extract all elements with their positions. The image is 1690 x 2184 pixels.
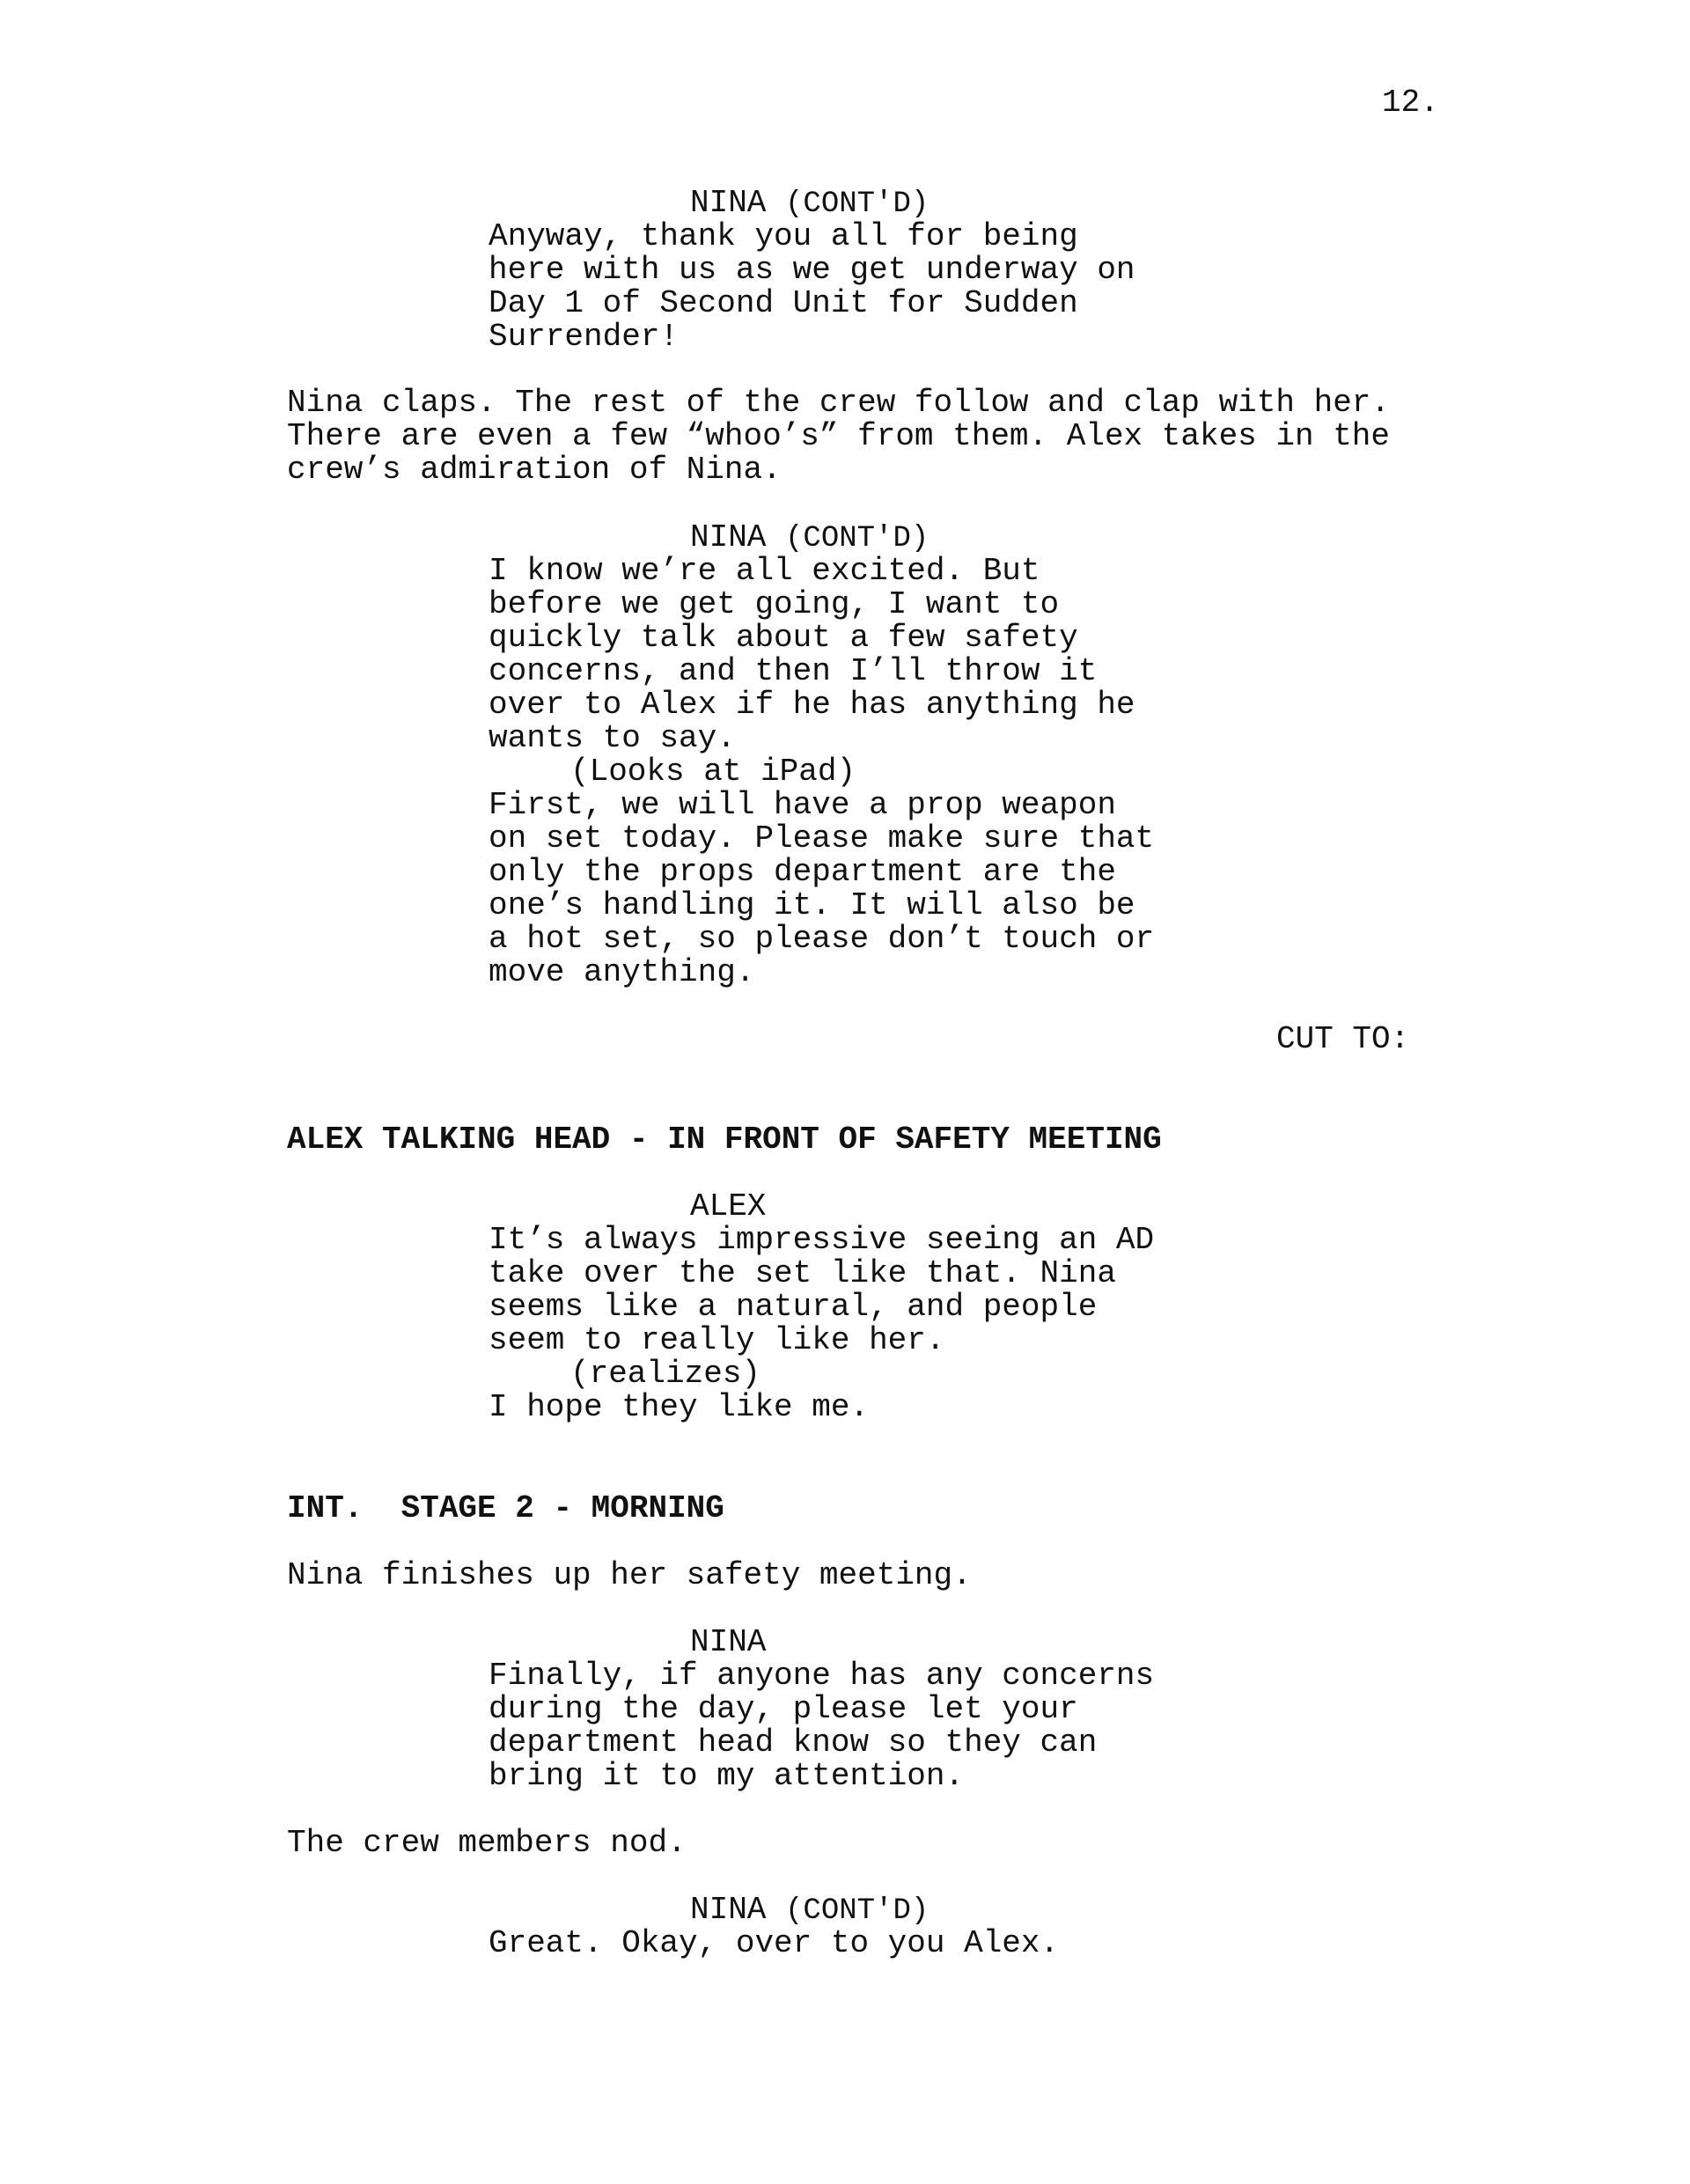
action-line: The crew members nod. — [287, 1825, 687, 1861]
action-line: crew’s admiration of Nina. — [287, 452, 782, 488]
dialogue-line: during the day, please let your — [489, 1691, 1078, 1727]
character-name-text: NINA — [690, 1892, 767, 1928]
character-extension: (CONT'D) — [785, 522, 930, 555]
dialogue-line: bring it to my attention. — [489, 1758, 965, 1794]
dialogue-line: department head know so they can — [489, 1724, 1098, 1761]
page-number: 12. — [1382, 85, 1439, 121]
dialogue-line: quickly talk about a few safety — [489, 620, 1078, 656]
parenthetical: (Looks at iPad) — [570, 754, 856, 790]
character-name — [690, 187, 929, 221]
dialogue-line: here with us as we get underway on — [489, 252, 1135, 288]
character-name-text: NINA — [690, 519, 767, 555]
dialogue-line: Anyway, thank you all for being — [489, 218, 1078, 254]
dialogue-line: take over the set like that. Nina — [489, 1255, 1116, 1291]
dialogue-line: Great. Okay, over to you Alex. — [489, 1925, 1060, 1961]
character-name-text: NINA — [690, 185, 767, 221]
dialogue-line: move anything. — [489, 954, 755, 990]
transition: CUT TO: — [1276, 1021, 1410, 1057]
character-name: NINA — [690, 1624, 767, 1660]
scene-heading: INT. STAGE 2 - MORNING — [287, 1490, 724, 1526]
dialogue-line: I know we’re all excited. But — [489, 553, 1040, 589]
action-line: Nina finishes up her safety meeting. — [287, 1557, 972, 1593]
character-extension: (CONT'D) — [785, 1894, 930, 1928]
dialogue-line: seem to really like her. — [489, 1322, 945, 1358]
dialogue-line: concerns, and then I’ll throw it — [489, 653, 1098, 689]
dialogue-line: one’s handling it. It will also be — [489, 887, 1135, 923]
dialogue-line: Surrender! — [489, 319, 680, 355]
dialogue-line: on set today. Please make sure that — [489, 820, 1155, 857]
action-line: There are even a few “whoo’s” from them. Alex takes in the — [287, 418, 1391, 454]
character-name — [690, 521, 929, 555]
dialogue-line: It’s always impressive seeing an AD — [489, 1222, 1155, 1258]
scene-heading: ALEX TALKING HEAD - IN FRONT OF SAFETY MEETING — [287, 1121, 1162, 1158]
dialogue-line: seems like a natural, and people — [489, 1289, 1098, 1325]
character-extension: (CONT'D) — [785, 188, 930, 221]
dialogue-line: over to Alex if he has anything he — [489, 687, 1135, 723]
character-name — [690, 1894, 929, 1928]
dialogue-line: a hot set, so please don’t touch or — [489, 921, 1155, 957]
dialogue-line: Day 1 of Second Unit for Sudden — [489, 285, 1078, 321]
dialogue-line: I hope they like me. — [489, 1389, 870, 1425]
dialogue-line: before we get going, I want to — [489, 586, 1060, 622]
parenthetical: (realizes) — [570, 1356, 761, 1392]
dialogue-line: wants to say. — [489, 720, 736, 756]
dialogue-line: Finally, if anyone has any concerns — [489, 1658, 1155, 1694]
dialogue-line: only the props department are the — [489, 854, 1116, 890]
dialogue-line: First, we will have a prop weapon — [489, 787, 1116, 823]
action-line: Nina claps. The rest of the crew follow and clap with her. — [287, 385, 1391, 421]
character-name: ALEX — [690, 1188, 767, 1224]
